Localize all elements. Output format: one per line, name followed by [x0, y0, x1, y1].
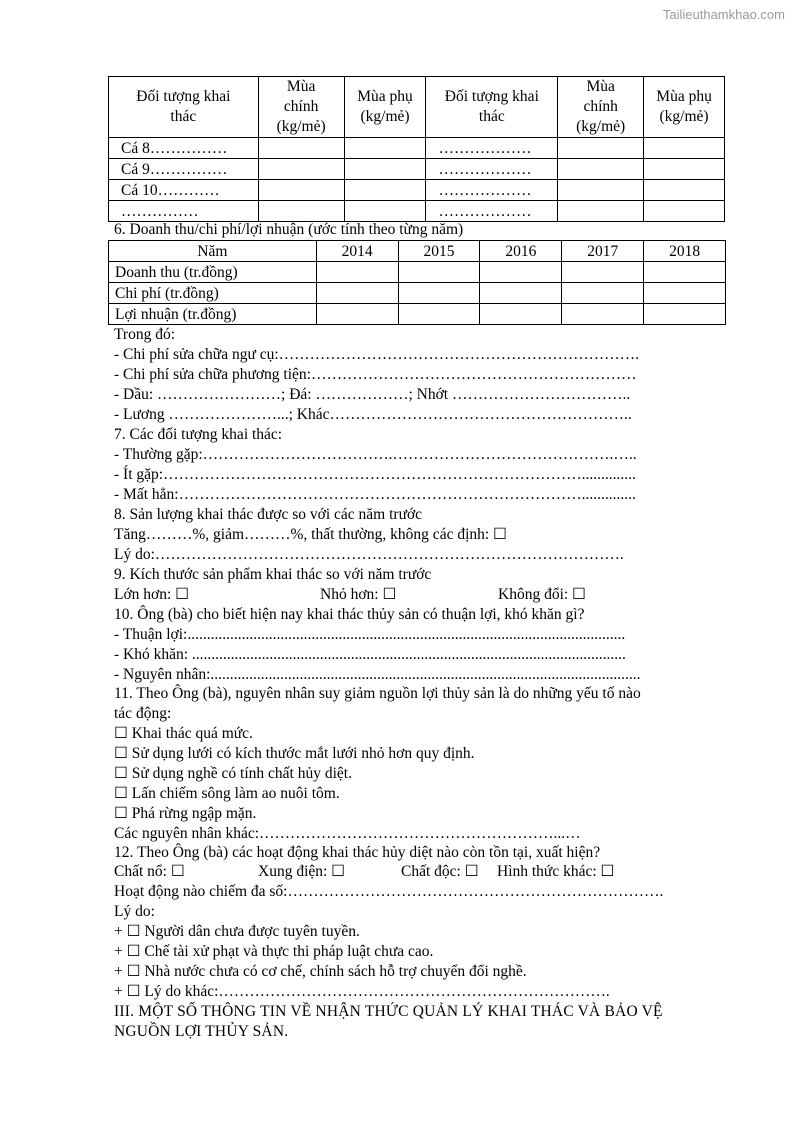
- header-cell: Mùa chính (kg/mẻ): [258, 77, 344, 138]
- cost-line: - Lương …………………...; Khác…………………………………………………..: [114, 406, 632, 423]
- difficulty-line: - Khó khăn: ................................................................................................................: [114, 646, 626, 663]
- table-cell: [644, 138, 725, 159]
- table-cell: [258, 138, 344, 159]
- cause-option[interactable]: ☐ Sử dụng nghề có tính chất hủy diệt.: [114, 765, 352, 782]
- section-3-heading-cont: NGUỒN LỢI THỦY SẢN.: [114, 1023, 289, 1040]
- yield-reason-line: Lý do:……………………………………………………………………………….: [114, 546, 624, 563]
- table-cell: [562, 262, 644, 283]
- section-8-title: 8. Sản lượng khai thác được so với các năm trước: [114, 506, 423, 523]
- cause-option[interactable]: ☐ Phá rừng ngập mặn.: [114, 805, 257, 822]
- header-cell: Mùa phụ (kg/mẻ): [344, 77, 426, 138]
- catch-table-header: [109, 77, 725, 138]
- table-cell: ………………: [426, 138, 558, 159]
- watermark: Tailieuthamkhao.com: [662, 7, 785, 22]
- revenue-table: [108, 240, 726, 325]
- header-cell: Mùa chính (kg/mẻ): [558, 77, 644, 138]
- table-cell: [644, 180, 725, 201]
- table-cell: [558, 180, 644, 201]
- other-causes-line: Các nguyên nhân khác:…………………………………………………...…: [114, 825, 581, 842]
- reason-option[interactable]: + ☐ Nhà nước chưa có cơ chế, chính sách hỗ trợ chuyển đổi nghề.: [114, 963, 527, 980]
- header-cell: Đối tượng khai thác: [109, 77, 259, 138]
- table-cell: [344, 159, 426, 180]
- catch-table: [108, 76, 725, 222]
- section-11-title-cont: tác động:: [114, 705, 172, 722]
- section-3-heading: III. MỘT SỐ THÔNG TIN VỀ NHẬN THỨC QUẢN LÝ KHAI THÁC VÀ BẢO VỆ: [114, 1003, 663, 1020]
- table-cell: [344, 201, 426, 222]
- table-cell: ……………: [109, 201, 259, 222]
- table-cell: [398, 283, 480, 304]
- table-cell: [480, 304, 562, 325]
- cause-option[interactable]: ☐ Khai thác quá mức.: [114, 725, 253, 742]
- header-cell: Đối tượng khai thác: [426, 77, 558, 138]
- table-cell: [480, 262, 562, 283]
- reason-option[interactable]: + ☐ Lý do khác:………………………………………………………………….: [114, 983, 610, 1000]
- header-cell: 2015: [398, 241, 480, 262]
- other-form-option[interactable]: Hình thức khác: ☐: [497, 863, 615, 880]
- header-cell: 2014: [316, 241, 398, 262]
- header-cell: 2016: [480, 241, 562, 262]
- table-cell: [644, 262, 726, 283]
- table-cell: [316, 304, 398, 325]
- table-cell: [258, 180, 344, 201]
- reason-label: Lý do:: [114, 903, 155, 920]
- size-larger-option[interactable]: Lớn hơn: ☐: [114, 586, 190, 603]
- cost-line: - Chi phí sửa chữa phương tiện:………………………………………………………: [114, 366, 637, 383]
- reason-option[interactable]: + ☐ Chế tài xử phạt và thực thi pháp luật chưa cao.: [114, 943, 434, 960]
- table-cell: Cá 10…………: [109, 180, 259, 201]
- header-cell: Mùa phụ (kg/mẻ): [644, 77, 725, 138]
- cause-line: - Nguyên nhân:...............................................................................................................: [114, 666, 641, 683]
- table-cell: [258, 159, 344, 180]
- section-12-title: 12. Theo Ông (bà) các hoạt động khai thác hủy diệt nào còn tồn tại, xuất hiện?: [114, 844, 601, 861]
- table-cell: [558, 138, 644, 159]
- species-line: - Thường gặp:……………………………….…………………………………….…..: [114, 446, 637, 463]
- reason-option[interactable]: + ☐ Người dân chưa được tuyên tuyền.: [114, 923, 360, 940]
- table-cell: [316, 283, 398, 304]
- table-cell: [644, 283, 726, 304]
- section-6-title: 6. Doanh thu/chi phí/lợi nhuận (ước tính theo từng năm): [114, 221, 464, 238]
- size-unchanged-option[interactable]: Không đổi: ☐: [498, 586, 586, 603]
- section-9-title: 9. Kích thước sản phẩm khai thác so với năm trước: [114, 566, 432, 583]
- table-cell: ………………: [426, 201, 558, 222]
- cause-option[interactable]: ☐ Lấn chiếm sông làm ao nuôi tôm.: [114, 785, 340, 802]
- row-label: Doanh thu (tr.đồng): [109, 262, 317, 283]
- species-line: - Ít gặp:………………………………………………………………………..............: [114, 466, 636, 483]
- table-cell: [644, 201, 725, 222]
- table-cell: [344, 138, 426, 159]
- table-row: [109, 180, 725, 201]
- majority-line: Hoạt động nào chiếm đa số:……………………………………………………………….: [114, 883, 664, 900]
- header-cell: Năm: [109, 241, 317, 262]
- row-label: Lợi nhuận (tr.đồng): [109, 304, 317, 325]
- cause-option[interactable]: ☐ Sử dụng lưới có kích thước mắt lưới nhỏ hơn quy định.: [114, 745, 475, 762]
- table-cell: [398, 262, 480, 283]
- table-row: [109, 304, 726, 325]
- table-cell: [558, 159, 644, 180]
- yield-change-line: Tăng………%, giảm………%, thất thường, không các định: ☐: [114, 526, 507, 543]
- table-row: [109, 138, 725, 159]
- table-cell: Cá 9……………: [109, 159, 259, 180]
- table-cell: [258, 201, 344, 222]
- size-smaller-option[interactable]: Nhỏ hơn: ☐: [320, 586, 397, 603]
- species-line: - Mất hẳn:……………………………………………………………………..............: [114, 486, 636, 503]
- table-cell: [316, 262, 398, 283]
- table-cell: [398, 304, 480, 325]
- table-cell: [344, 180, 426, 201]
- header-cell: 2018: [644, 241, 726, 262]
- table-cell: ………………: [426, 159, 558, 180]
- cost-line: - Chi phí sửa chữa ngư cụ:…………………………………………………………….: [114, 346, 640, 363]
- section-11-title: 11. Theo Ông (bà), nguyên nhân suy giảm nguồn lợi thủy sản là do những yếu tố nào: [114, 685, 641, 702]
- table-row: [109, 262, 726, 283]
- table-row: [109, 241, 726, 262]
- table-cell: [562, 304, 644, 325]
- table-cell: Cá 8……………: [109, 138, 259, 159]
- electric-option[interactable]: Xung điện: ☐: [258, 863, 346, 880]
- table-cell: [480, 283, 562, 304]
- table-cell: [644, 159, 725, 180]
- cost-line: - Dầu: ……………………; Đá: ………………; Nhớt ……………………………..: [114, 386, 631, 403]
- table-row: [109, 201, 725, 222]
- table-cell: [558, 201, 644, 222]
- in-which-label: Trong đó:: [114, 326, 176, 343]
- table-row: [109, 283, 726, 304]
- section-7-title: 7. Các đối tượng khai thác:: [114, 426, 283, 443]
- table-cell: [644, 304, 726, 325]
- row-label: Chi phí (tr.đồng): [109, 283, 317, 304]
- header-cell: 2017: [562, 241, 644, 262]
- poison-option[interactable]: Chất độc: ☐: [401, 863, 479, 880]
- advantage-line: - Thuận lợi:.................................................................................................................: [114, 626, 626, 643]
- explosive-option[interactable]: Chất nổ: ☐: [114, 863, 185, 880]
- table-cell: ………………: [426, 180, 558, 201]
- table-row: [109, 159, 725, 180]
- section-10-title: 10. Ông (bà) cho biết hiện nay khai thác thủy sản có thuận lợi, khó khăn gì?: [114, 606, 585, 623]
- table-cell: [562, 283, 644, 304]
